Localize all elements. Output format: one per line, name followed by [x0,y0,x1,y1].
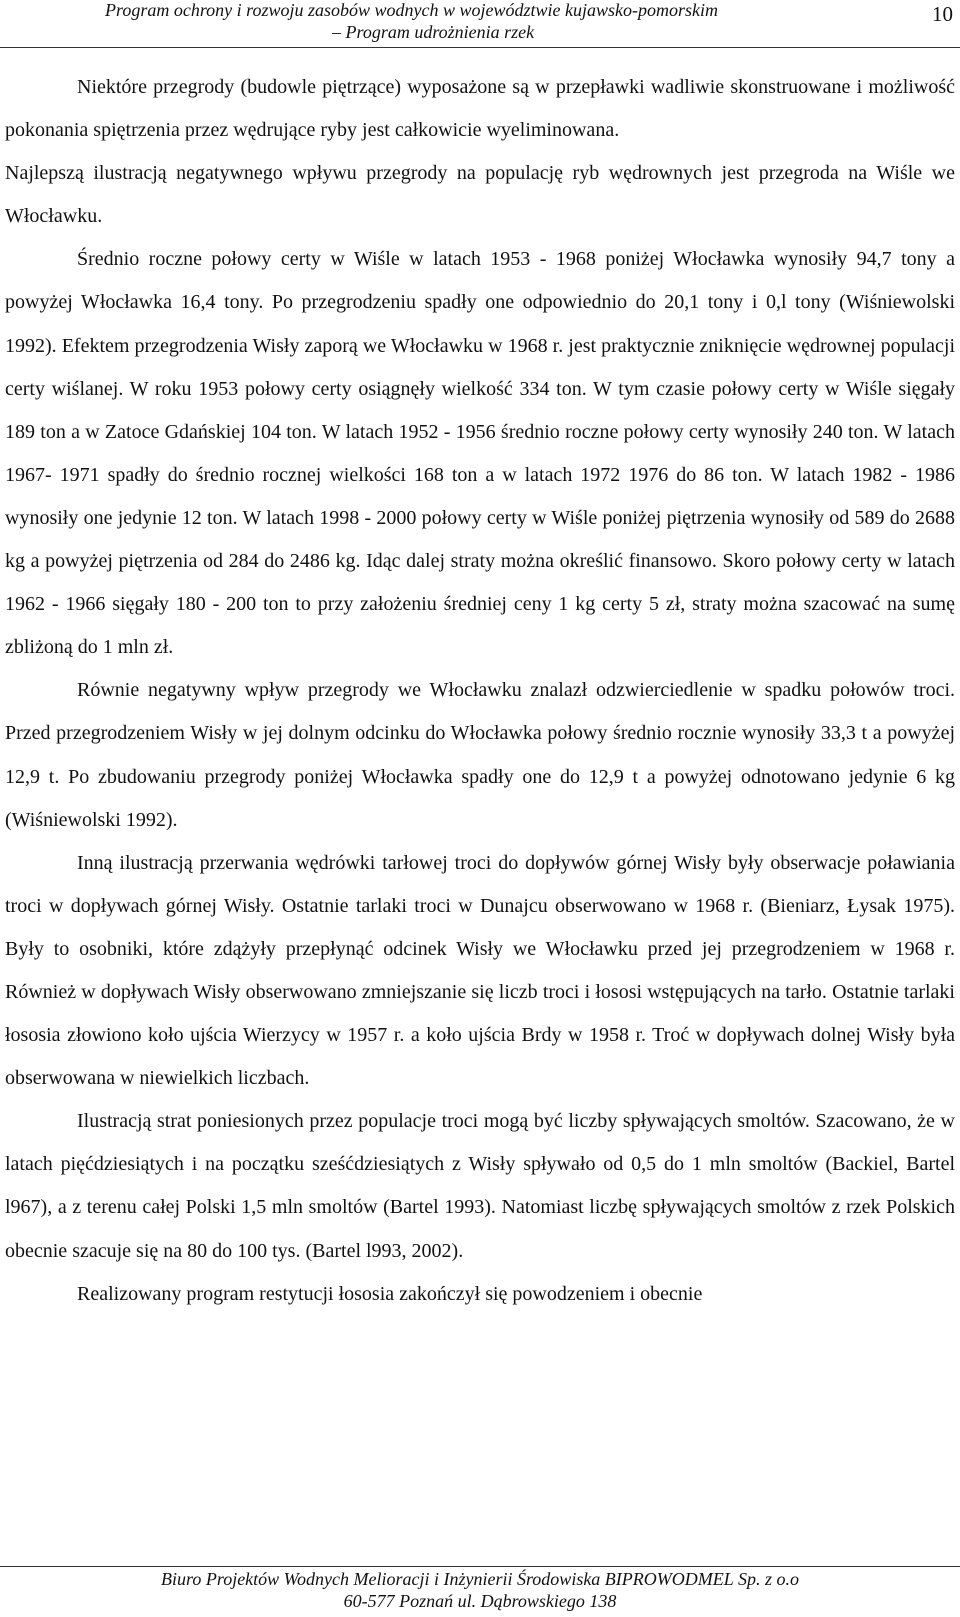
header-title: Program ochrony i rozwoju zasobów wodnych w województwie kujawsko-pomorskim [105,0,718,20]
page-footer [0,1568,960,1612]
footer-address: 60-577 Poznań ul. Dąbrowskiego 138 [343,1591,617,1611]
paragraph: Średnio roczne połowy certy w Wiśle w latach 1953 - 1968 poniżej Włocławka wynosiły 94,7 tony a powyżej Włocławka 16,4 tony. Po przegrodzeniu spadły one odpowiednio do 20,1 tony i 0,l tony (Wiśniewolski 1992). Efektem przegrodzenia Wisły zaporą we Włocławku w 1968 r. jest praktycznie zniknięcie wędrownej populacji certy wiślanej. W roku 1953 połowy certy osiągnęły wielkość 334 ton. W tym czasie połowy certy w Wiśle sięgały 189 ton a w Zatoce Gdańskiej 104 ton. W latach 1952 - 1956 średnio roczne połowy certy wynosiły 240 ton. W latach 1967- 1971 spadły do średnio rocznej wielkości 168 ton a w latach 1972 1976 do 86 ton. W latach 1982 - 1986 wynosiły one jedynie 12 ton. W latach 1998 - 2000 połowy certy w Wiśle poniżej piętrzenia wynosiły od 589 do 2688 kg a powyżej piętrzenia od 284 do 2486 kg. Idąc dalej straty można określić finansowo. Skoro połowy certy w latach 1962 - 1966 sięgały 180 - 200 ton to przy założeniu średniej ceny 1 kg certy 5 zł, straty można szacować na sumę zbliżoną do 1 mln zł. [5,248,955,659]
footer-company: Biuro Projektów Wodnych Melioracji i Inżynierii Środowiska BIPROWODMEL Sp. z o.o [161,1569,799,1589]
paragraph: Inną ilustracją przerwania wędrówki tarłowej troci do dopływów górnej Wisły były obserwacje poławiania troci w dopływach górnej Wisły. Ostatnie tarlaki troci w Dunajcu obserwowano w 1968 r. (Bieniarz, Łysak 1975). Były to osobniki, które zdążyły przepłynąć odcinek Wisły we Włocławku przed jej przegrodzeniem w 1968 r. Również w dopływach Wisły obserwowano zmniejszanie się liczb troci i łososi wstępujących na tarło. Ostatnie tarlaki łososia złowiono koło ujścia Wierzycy w 1957 r. a koło ujścia Brdy w 1958 r. Troć w dopływach dolnej Wisły była obserwowana w niewielkich liczbach. [5,851,955,1090]
document-body [5,66,955,1316]
paragraph: Najlepszą ilustracją negatywnego wpływu przegrody na populację ryb wędrownych jest przegroda na Wiśle we Włocławku. [5,162,955,228]
paragraph: Niektóre przegrody (budowle piętrzące) wyposażone są w przepławki wadliwie skonstruowane i możliwość pokonania spiętrzenia przez wędrujące ryby jest całkowicie wyeliminowana. [5,76,955,142]
paragraph: Ilustracją strat poniesionych przez populacje troci mogą być liczby spływających smoltów. Szacowano, że w latach pięćdziesiątych i na początku sześćdziesiątych z Wisły spływało od 0,5 do 1 mln smoltów (Backiel, Bartel l967), a z terenu całej Polski 1,5 mln smoltów (Bartel 1993). Natomiast liczbę spływających smoltów z rzek Polskich obecnie szacuje się na 80 do 100 tys. (Bartel l993, 2002). [5,1110,955,1262]
header-subtitle: – Program udrożnienia rzek [332,22,535,42]
page-number: 10 [932,2,953,26]
paragraph: Równie negatywny wpływ przegrody we Włocławku znalazł odzwierciedlenie w spadku połowów troci. Przed przegrodzeniem Wisły w jej dolnym odcinku do Włocławka połowy średnio rocznie wynosiły 33,3 t a powyżej 12,9 t. Po zbudowaniu przegrody poniżej Włocławka spadły one do 12,9 t a powyżej odnotowano jedynie 6 kg (Wiśniewolski 1992). [5,679,955,831]
footer-divider [0,1566,960,1567]
paragraph: Realizowany program restytucji łososia zakończył się powodzeniem i obecnie [77,1282,703,1305]
header-divider [0,47,960,48]
page-header [0,0,960,48]
